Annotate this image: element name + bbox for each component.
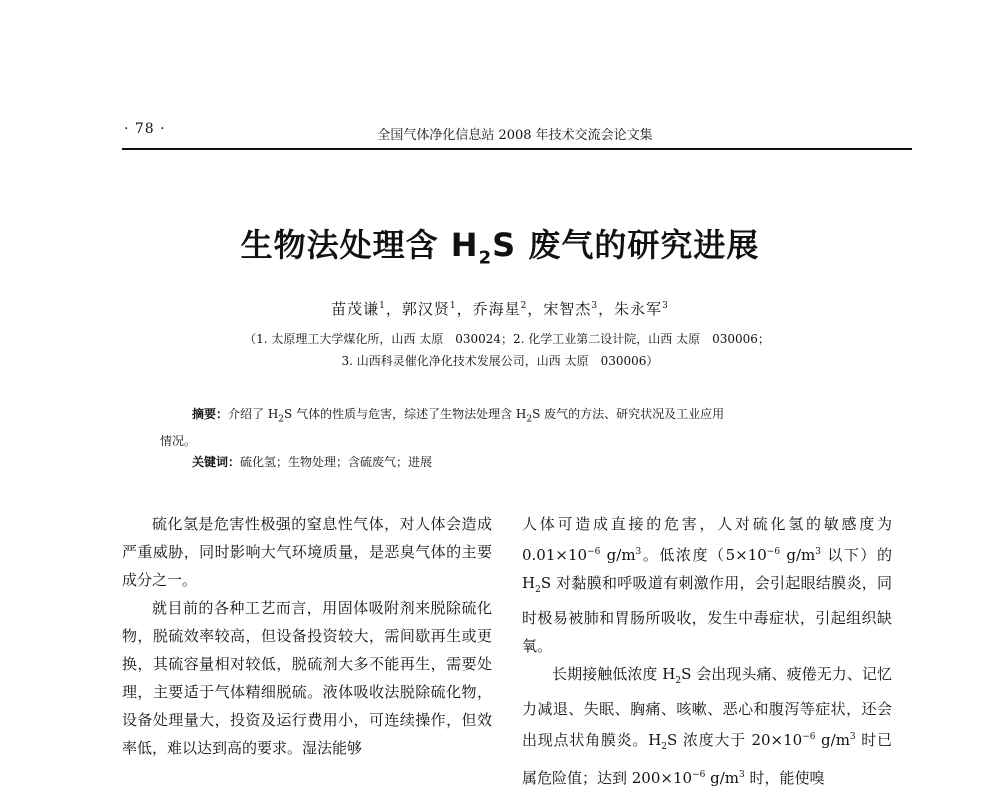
author-separator: ， bbox=[385, 300, 402, 318]
keywords-label: 关键词： bbox=[192, 455, 241, 469]
author-affiliation-mark: 1 bbox=[449, 301, 457, 311]
body-subscript: 2 bbox=[535, 585, 541, 595]
abstract bbox=[160, 403, 840, 452]
author-list bbox=[0, 298, 1000, 319]
author-name: 宋智杰 bbox=[543, 300, 592, 318]
title-suffix: S 废气的研究进展 bbox=[492, 226, 760, 264]
paper-title bbox=[0, 220, 1000, 268]
abstract-line-2: 情况。 bbox=[160, 434, 197, 449]
author-affiliation-mark: 3 bbox=[662, 301, 669, 311]
author-name: 郭汉贤 bbox=[401, 300, 450, 318]
body-superscript: −6 bbox=[766, 547, 781, 557]
body-text: 长期接触低浓度 H bbox=[552, 665, 676, 683]
body-subscript: 2 bbox=[675, 676, 682, 686]
affiliation-line-1: （1. 太原理工大学煤化所，山西 太原 030024；2. 化学工业第二设计院，山西 太原 030006； bbox=[244, 332, 770, 346]
abstract-subscript: 2 bbox=[278, 414, 285, 425]
abstract-text: S 废气的方法、研究状况及工业应用 bbox=[532, 407, 725, 421]
body-superscript: −6 bbox=[587, 547, 601, 557]
abstract-text: 介绍了 H bbox=[228, 407, 279, 421]
abstract-text: S 气体的性质与危害，综述了生物法处理含 H bbox=[284, 407, 527, 421]
author-separator: ， bbox=[598, 300, 615, 318]
body-text: S 会出现头痛、疲倦无力、记忆力减退、失眠、胸痛、咳嗽、恶心和腹泻等症状，还会出现点状角膜炎。H bbox=[522, 665, 892, 749]
body-paragraph bbox=[522, 660, 892, 792]
keywords-text: 硫化氢；生物处理；含硫废气；进展 bbox=[240, 455, 433, 469]
body-superscript: −6 bbox=[802, 732, 816, 742]
body-text: g/m bbox=[780, 546, 816, 564]
body-text: g/m bbox=[705, 769, 739, 787]
body-text: 以下）的 H bbox=[522, 546, 892, 592]
abstract-label: 摘要： bbox=[192, 407, 229, 421]
running-header: 全国气体净化信息站 2008 年技术交流会论文集 bbox=[377, 128, 653, 143]
body-superscript: 3 bbox=[849, 732, 856, 742]
author-affiliation-mark: 2 bbox=[520, 301, 528, 311]
keywords bbox=[192, 453, 432, 470]
abstract-line-1 bbox=[160, 403, 840, 430]
author-affiliation-mark: 3 bbox=[591, 301, 599, 311]
body-text: S 对黏膜和呼吸道有刺激作用，会引起眼结膜炎，同时极易被肺和胃肠所吸收，发生中毒症状，引起组织缺氧。 bbox=[522, 574, 892, 655]
abstract-subscript: 2 bbox=[526, 414, 533, 425]
author-name: 苗茂谦 bbox=[331, 300, 380, 318]
body-superscript: 3 bbox=[739, 770, 745, 780]
body-text: g/m bbox=[600, 546, 636, 564]
body-text: g/m bbox=[815, 731, 850, 749]
author-name: 朱永军 bbox=[614, 300, 663, 318]
title-prefix: 生物法处理含 H bbox=[240, 226, 479, 264]
author-affiliation-mark: 1 bbox=[379, 301, 386, 311]
body-superscript: −6 bbox=[692, 770, 706, 780]
header-rule bbox=[122, 148, 912, 150]
body-superscript: 3 bbox=[635, 547, 642, 557]
body-superscript: 3 bbox=[815, 547, 822, 557]
body-subscript: 2 bbox=[661, 742, 668, 752]
body-text: 时，能使嗅 bbox=[744, 769, 825, 787]
body-text: S 浓度大于 20×10 bbox=[667, 731, 803, 749]
body-column-left bbox=[122, 510, 492, 762]
body-paragraph bbox=[522, 510, 892, 660]
author-name: 乔海星 bbox=[472, 300, 521, 318]
affiliation-line-2: 3. 山西科灵催化净化技术发展公司，山西 太原 030006） bbox=[341, 354, 659, 368]
page-number: · 78 · bbox=[124, 121, 166, 137]
body-paragraph: 硫化氢是危害性极强的窒息性气体，对人体会造成严重威胁，同时影响大气环境质量，是恶臭气体的主要成分之一。 bbox=[122, 515, 492, 589]
author-separator: ， bbox=[456, 300, 473, 318]
body-text: 时已属危险值；达到 200×10 bbox=[522, 731, 892, 787]
body-paragraph: 就目前的各种工艺而言，用固体吸附剂来脱除硫化物，脱硫效率较高，但设备投资较大，需间歇再生或更换，其硫容量相对较低，脱硫剂大多不能再生，需要处理，主要适于气体精细脱硫。液体吸收法脱除硫化物，设备处理量大，投资及运行费用小，可连续操作，但效率低，难以达到高的要求。湿法能够 bbox=[122, 599, 492, 757]
body-text: 人体可造成直接的危害，人对硫化氢的敏感度为 0.01×10 bbox=[522, 515, 892, 564]
title-subscript: 2 bbox=[478, 247, 493, 269]
author-separator: ， bbox=[527, 300, 544, 318]
body-text: 。低浓度（5×10 bbox=[641, 546, 767, 564]
body-column-right bbox=[522, 510, 892, 792]
